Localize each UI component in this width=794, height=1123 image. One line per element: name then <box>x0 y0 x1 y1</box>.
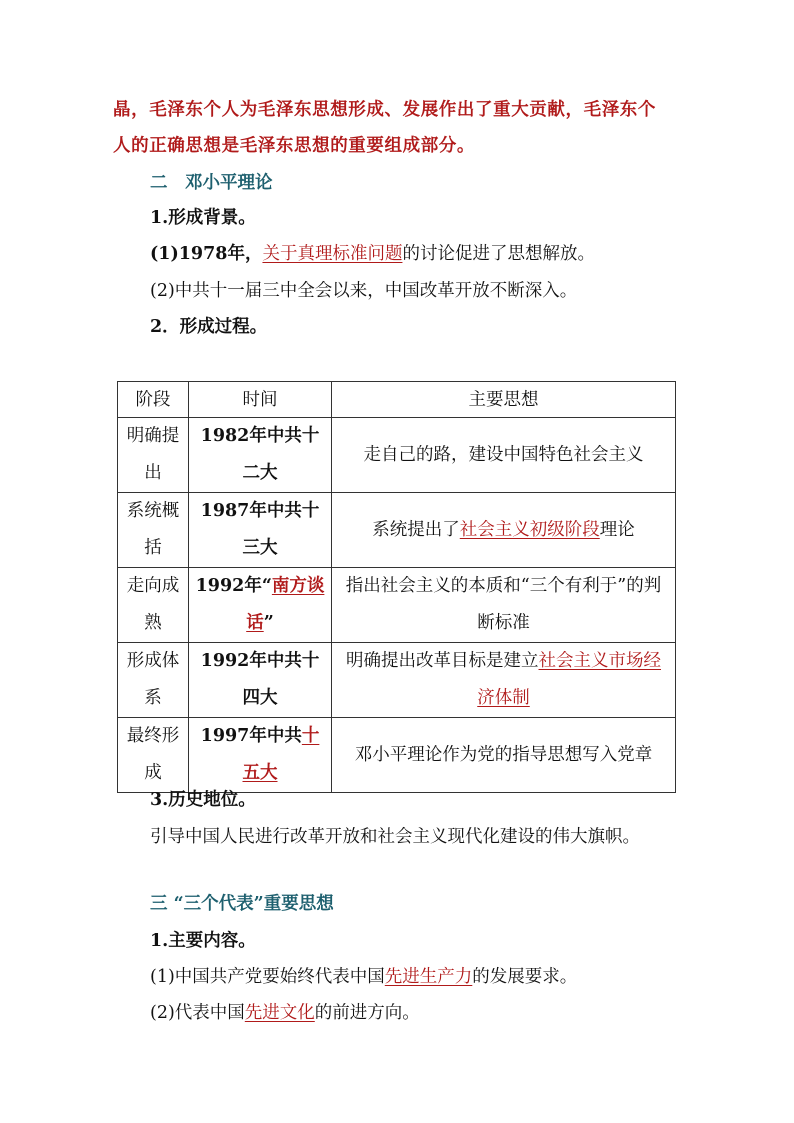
time-cell <box>189 568 332 643</box>
idea-cell <box>332 643 676 718</box>
table-row <box>118 718 676 793</box>
time-cell: 1987年中共十三大 <box>189 493 332 568</box>
text: 的讨论促进了思想解放。 <box>402 244 595 264</box>
section-heading-deng: 二 邓小平理论 <box>150 173 273 193</box>
header-idea: 主要思想 <box>332 382 676 418</box>
stage-cell: 明确提出 <box>118 418 189 493</box>
stage-cell: 系统概括 <box>118 493 189 568</box>
paragraph-productivity <box>150 965 577 989</box>
table-row <box>118 568 676 643</box>
table-row <box>118 493 676 568</box>
text: 理论 <box>599 519 635 540</box>
idea-cell: 邓小平理论作为党的指导思想写入党章 <box>332 718 676 793</box>
text: 的前进方向。 <box>314 1003 420 1023</box>
text: ” <box>263 613 274 633</box>
intro-line-1: 晶，毛泽东个人为毛泽东思想形成、发展作出了重大贡献，毛泽东个 <box>113 100 656 120</box>
underlined-answer: 关于真理标准问题 <box>262 244 403 264</box>
text: 的发展要求。 <box>472 967 578 987</box>
table-row <box>118 418 676 493</box>
intro-line-2: 人的正确思想是毛泽东思想的重要组成部分。 <box>113 136 475 156</box>
paragraph-content-title: 1.主要内容。 <box>150 931 256 951</box>
paragraph-background-title: 1.形成背景。 <box>150 208 256 228</box>
text: (1)1978年， <box>150 244 263 264</box>
stage-cell: 走向成熟 <box>118 568 189 643</box>
underlined-answer: 先进文化 <box>244 1003 315 1023</box>
paragraph-1978 <box>150 242 595 266</box>
text: 1997年中共 <box>200 726 302 746</box>
formation-table <box>117 381 676 793</box>
paragraph-process-title: 2．形成过程。 <box>150 317 268 337</box>
header-time: 时间 <box>189 382 332 418</box>
paragraph-third-plenum: (2)中共十一届三中全会以来，中国改革开放不断深入。 <box>150 281 578 301</box>
paragraph-status: 引导中国人民进行改革开放和社会主义现代化建设的伟大旗帜。 <box>150 827 640 847</box>
paragraph-culture <box>150 1001 420 1025</box>
underlined-answer: 社会主义市场经济体制 <box>477 651 661 708</box>
text: 明确提出改革目标是建立 <box>346 651 539 671</box>
header-stage: 阶段 <box>118 382 189 418</box>
idea-cell: 指出社会主义的本质和“三个有利于”的判断标准 <box>332 568 676 643</box>
text: 系统提出了 <box>372 519 460 540</box>
stage-cell: 形成体系 <box>118 643 189 718</box>
text: (1)中国共产党要始终代表中国 <box>150 967 385 987</box>
paragraph-status-title: 3.历史地位。 <box>150 790 256 810</box>
underlined-answer: 先进生产力 <box>384 967 473 987</box>
idea-cell: 走自己的路，建设中国特色社会主义 <box>332 418 676 493</box>
section-heading-three-represents: 三 “三个代表”重要思想 <box>150 894 334 914</box>
stage-cell: 最终形成 <box>118 718 189 793</box>
time-cell: 1992年中共十四大 <box>189 643 332 718</box>
time-cell: 1982年中共十二大 <box>189 418 332 493</box>
underlined-answer: 十五大 <box>242 726 320 783</box>
time-cell <box>189 718 332 793</box>
table-row <box>118 643 676 718</box>
table-header-row <box>118 382 676 418</box>
underlined-answer: 南方谈话 <box>246 576 325 633</box>
underlined-answer: 社会主义初级阶段 <box>459 519 600 540</box>
text: (2)代表中国 <box>150 1003 245 1023</box>
idea-cell <box>332 493 676 568</box>
text: 1992年“ <box>195 576 272 596</box>
